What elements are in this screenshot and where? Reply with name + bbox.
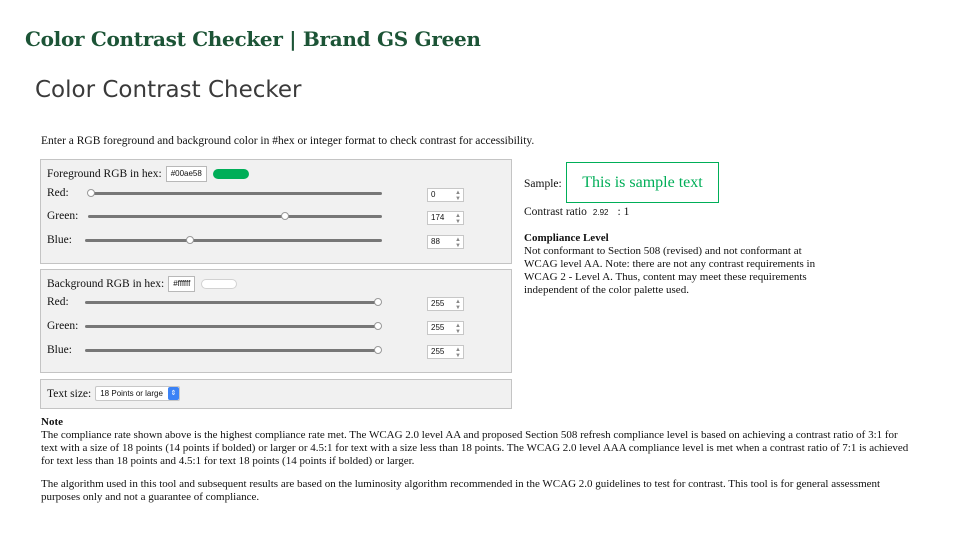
spinner-icon[interactable]: ▲ ▼ — [455, 190, 461, 202]
background-red-slider-thumb[interactable] — [374, 298, 382, 306]
spinner-icon[interactable]: ▲ ▼ — [455, 323, 461, 335]
background-blue-value: 255 — [431, 347, 445, 356]
background-red-label: Red: — [47, 296, 69, 308]
note-paragraph-2: The algorithm used in this tool and subsequent results are based on the luminosity algorithm recommended in the WCAG 2.0 guidelines to test for contrast. This tool is for general assessment purposes only and not a guarantee of compliance. — [41, 478, 881, 503]
foreground-green-label: Green: — [47, 210, 79, 222]
foreground-red-slider-thumb[interactable] — [87, 189, 95, 197]
slide-title: Color Contrast Checker | Brand GS Green — [25, 27, 481, 51]
background-hex-row — [47, 276, 237, 292]
spinner-icon[interactable]: ▲ ▼ — [455, 299, 461, 311]
text-size-label: Text size: — [47, 387, 92, 400]
sample-text-box: This is sample text — [566, 162, 719, 203]
foreground-red-label: Red: — [47, 187, 69, 199]
select-arrows-icon[interactable]: ⇕ — [168, 387, 179, 400]
foreground-panel — [40, 159, 512, 264]
background-blue-label: Blue: — [47, 344, 72, 356]
foreground-blue-label: Blue: — [47, 234, 72, 246]
page-title: Color Contrast Checker — [35, 77, 302, 103]
foreground-hex-input[interactable]: #00ae58 — [166, 166, 207, 182]
foreground-red-slider[interactable] — [88, 192, 382, 195]
background-green-value: 255 — [431, 323, 445, 332]
background-color-swatch — [201, 279, 237, 289]
text-size-select[interactable] — [95, 386, 180, 401]
background-green-label: Green: — [47, 320, 79, 332]
spinner-icon[interactable]: ▲ ▼ — [455, 213, 461, 225]
foreground-red-input[interactable] — [427, 188, 464, 202]
contrast-ratio-label: Contrast ratio — [524, 206, 587, 218]
background-red-slider[interactable] — [85, 301, 378, 304]
contrast-ratio-suffix: : 1 — [617, 206, 630, 218]
contrast-ratio-value: 2.92 — [592, 208, 609, 217]
note-paragraph-1: The compliance rate shown above is the highest compliance rate met. The WCAG 2.0 level AA and proposed Section 508 refresh compliance level is based on achieving a contrast ratio of 3:1 for text with a size of 18 points (14 points if bolded) or larger or 4.5:1 for text with a size less than 18 points. The WCAG 2.0 level AAA compliance level is met when a contrast ratio of 7:1 is achieved for text less than 18 points and 4.5:1 for text 18 points (14 points if bolded) or larger. — [41, 429, 909, 467]
foreground-blue-input[interactable] — [427, 235, 464, 249]
foreground-green-slider-thumb[interactable] — [281, 212, 289, 220]
spinner-icon[interactable]: ▲ ▼ — [455, 347, 461, 359]
text-size-panel — [40, 379, 512, 409]
compliance-section — [524, 232, 834, 297]
text-size-selected: 18 Points or large — [100, 389, 163, 398]
foreground-blue-slider-thumb[interactable] — [186, 236, 194, 244]
compliance-text: Not conformant to Section 508 (revised) and not conformant at WCAG level AA. Note: there are not any contrast requirements in WCAG 2 - Level A. Thus, content may meet these requirements independent of the color palette used. — [524, 245, 816, 296]
note-section — [41, 416, 909, 514]
background-red-input[interactable] — [427, 297, 464, 311]
intro-text: Enter a RGB foreground and background color in #hex or integer format to check contrast for accessibility. — [41, 135, 535, 147]
background-panel — [40, 269, 512, 373]
foreground-red-value: 0 — [431, 190, 436, 199]
background-blue-slider-thumb[interactable] — [374, 346, 382, 354]
background-red-value: 255 — [431, 299, 445, 308]
background-blue-slider[interactable] — [85, 349, 378, 352]
foreground-green-value: 174 — [431, 213, 445, 222]
text-size-row — [47, 386, 180, 401]
compliance-heading: Compliance Level — [524, 232, 609, 244]
foreground-green-slider[interactable] — [88, 215, 382, 218]
spinner-icon[interactable]: ▲ ▼ — [455, 237, 461, 249]
foreground-blue-value: 88 — [431, 237, 440, 246]
background-green-slider[interactable] — [85, 325, 378, 328]
foreground-green-input[interactable] — [427, 211, 464, 225]
foreground-hex-row — [47, 166, 249, 182]
background-blue-input[interactable] — [427, 345, 464, 359]
background-hex-label: Background RGB in hex: — [47, 278, 165, 290]
background-hex-input[interactable]: #ffffff — [168, 276, 195, 292]
foreground-hex-label: Foreground RGB in hex: — [47, 168, 162, 180]
contrast-ratio — [524, 206, 629, 218]
note-heading: Note — [41, 416, 63, 428]
foreground-blue-slider[interactable] — [85, 239, 382, 242]
foreground-color-swatch — [213, 169, 249, 179]
background-green-input[interactable] — [427, 321, 464, 335]
sample-label: Sample: — [524, 178, 562, 190]
background-green-slider-thumb[interactable] — [374, 322, 382, 330]
